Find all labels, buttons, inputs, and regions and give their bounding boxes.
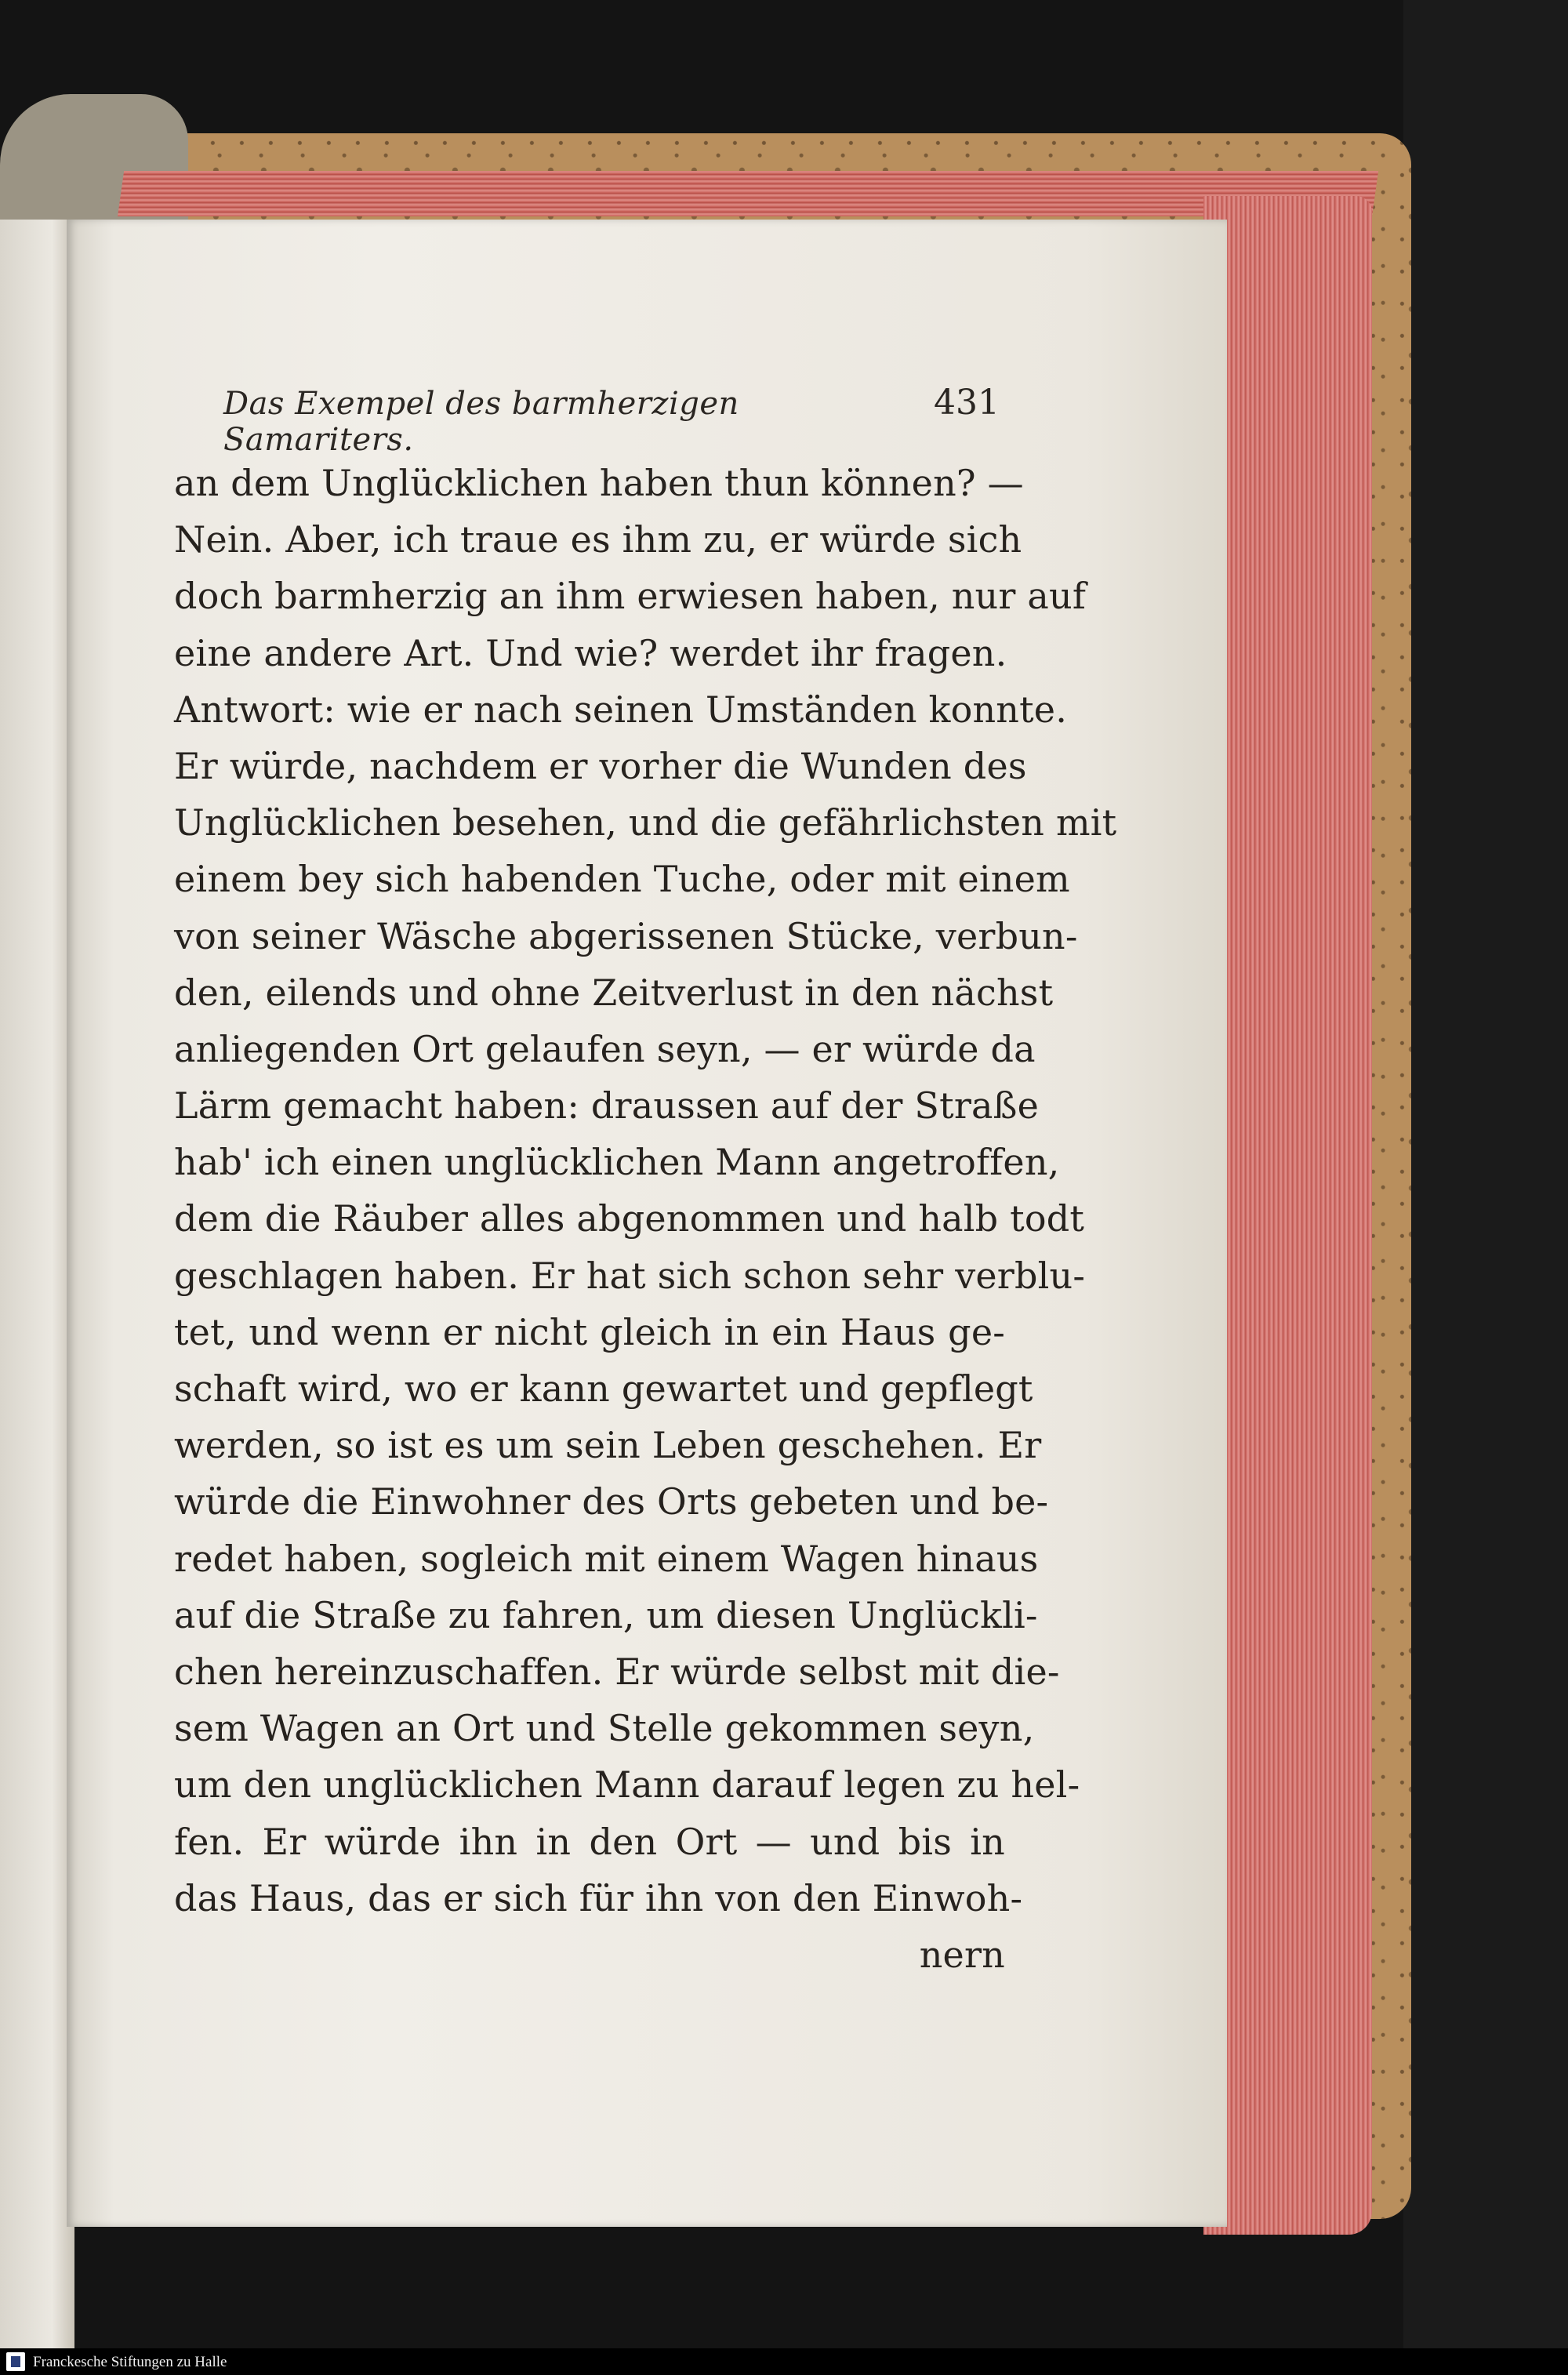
red-page-edge-top (118, 171, 1378, 216)
running-header (223, 383, 1000, 458)
text-line: tet, und wenn er nicht gleich in ein Haus ge- (174, 1310, 1005, 1353)
text-line: chen hereinzuschaffen. Er würde selbst mit die- (174, 1650, 1060, 1693)
text-line: sem Wagen an Ort und Stelle gekommen seyn, (174, 1707, 1035, 1750)
red-page-edge-side (1203, 196, 1372, 2235)
text-line: von seiner Wäsche abgerissenen Stücke, verbun- (174, 914, 1078, 957)
text-line: eine andere Art. Und wie? werdet ihr fragen. (174, 631, 1007, 674)
text-line: den, eilends und ohne Zeitverlust in den nächst (174, 971, 1054, 1014)
text-line: dem die Räuber alles abgenommen und halb todt (174, 1197, 1085, 1240)
text-line: anliegenden Ort gelaufen seyn, — er würde da (174, 1027, 1036, 1070)
dark-background (1403, 0, 1568, 2352)
text-line: einem bey sich habenden Tuche, oder mit einem (174, 858, 1070, 901)
footer-bar (0, 2348, 1568, 2375)
text-line: Unglücklichen besehen, und die gefährlichsten mit (174, 801, 1117, 844)
text-line: Antwort: wie er nach seinen Umständen konnte. (174, 688, 1068, 731)
text-line: an dem Unglücklichen haben thun können? — (174, 462, 1024, 504)
page-body-text (174, 455, 1117, 1983)
running-head-title: Das Exempel des barmherzigen Samariters. (223, 386, 739, 458)
left-page-sliver (0, 220, 74, 2352)
page-number: 431 (934, 383, 1000, 423)
institution-logo-icon (6, 2352, 25, 2371)
text-line: hab' ich einen unglücklichen Mann angetroffen, (174, 1141, 1060, 1184)
text-line: doch barmherzig an ihm erwiesen haben, nur auf (174, 575, 1087, 618)
institution-credit: Franckesche Stiftungen zu Halle (33, 2354, 227, 2370)
text-line: werden, so ist es um sein Leben geschehen. Er (174, 1424, 1042, 1467)
text-line: Lärm gemacht haben: draussen auf der Straße (174, 1084, 1039, 1128)
text-line: um den unglücklichen Mann darauf legen zu hel- (174, 1763, 1080, 1807)
text-line: schaft wird, wo er kann gewartet und gepflegt (174, 1367, 1033, 1410)
text-line: auf die Straße zu fahren, um diesen Unglückli- (174, 1593, 1038, 1636)
text-line: Er würde, nachdem er vorher die Wunden des (174, 744, 1027, 787)
text-line: Nein. Aber, ich traue es ihm zu, er würde sich (174, 518, 1022, 561)
text-line: nern (919, 1933, 1005, 1976)
text-line: das Haus, das er sich für ihn von den Einwoh- (174, 1876, 1023, 1919)
text-line: geschlagen haben. Er hat sich schon sehr verblu- (174, 1254, 1086, 1297)
text-line: würde die Einwohner des Orts gebeten und be- (174, 1480, 1049, 1523)
text-line: redet haben, sogleich mit einem Wagen hinaus (174, 1537, 1039, 1580)
text-line: fen. Er würde ihn in den Ort — und bis in (174, 1820, 1005, 1863)
